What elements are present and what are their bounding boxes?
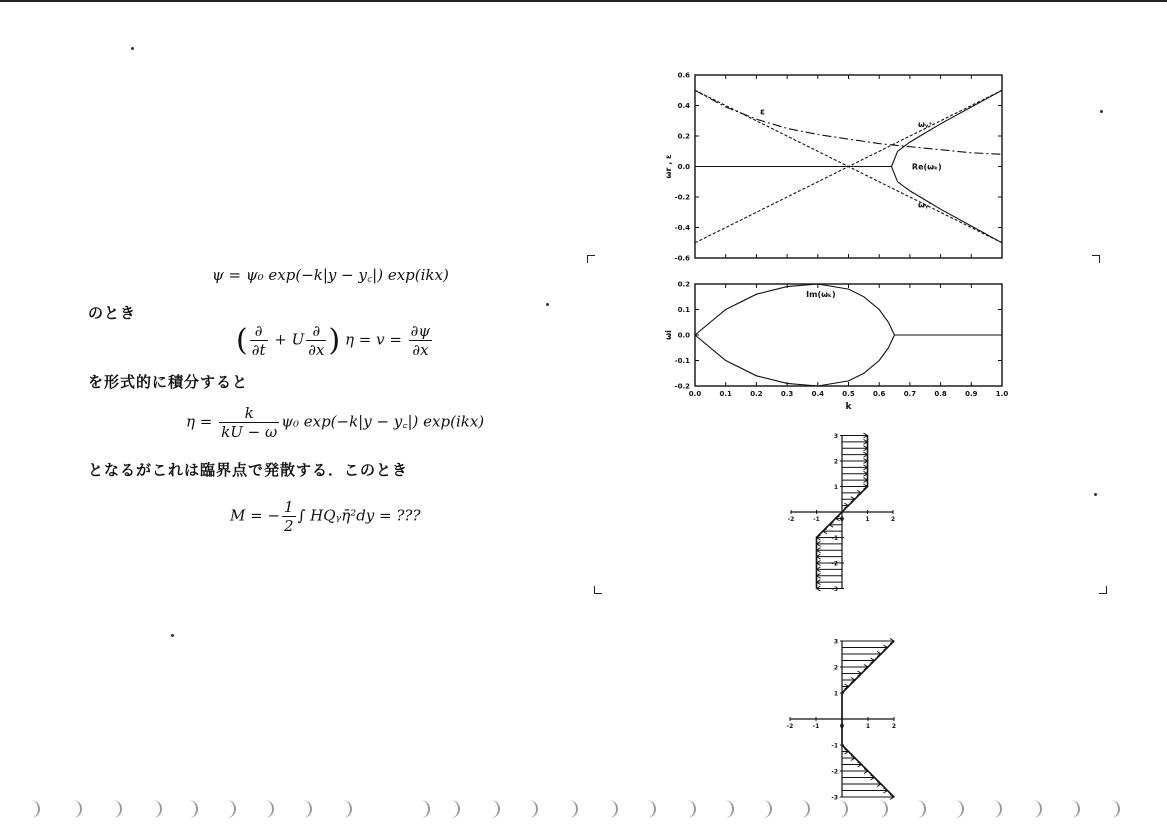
chart1-ytick-label: 0.2 (677, 280, 690, 289)
chart1-ytick-label: 0.1 (677, 306, 690, 314)
chart0-annotation-epsilon: ε (760, 107, 766, 118)
frac-num: ∂ (306, 322, 326, 341)
chart1-xtick-label: 0.5 (842, 390, 855, 398)
chart0-series-line (892, 90, 1003, 166)
chart0-ytick-label: -0.6 (674, 254, 690, 263)
frac-den: kU − ω (221, 423, 278, 441)
chart3-xtick-label: 0 (839, 723, 845, 730)
chart2-xtick-label: -1 (813, 516, 820, 523)
binding-ring (28, 800, 40, 818)
frac-num: ∂ψ (410, 322, 431, 340)
chart1-xtick-label: 0.7 (903, 390, 917, 398)
binding-rings (28, 798, 1148, 824)
chart1-xtick-label: 0.4 (811, 390, 825, 398)
chart3-ytick-label: 1 (833, 690, 838, 698)
chart1-annotation-im-omega: Im(ωₖ) (806, 289, 836, 299)
chart3-xtick-label: 1 (865, 723, 871, 730)
binding-ring (300, 800, 312, 818)
binding-ring (606, 800, 618, 818)
chart2-xtick-label: 1 (865, 516, 870, 523)
chart1-xtick-label: 0.9 (965, 390, 978, 398)
binding-ring (876, 800, 888, 818)
frac-num: 1 (284, 498, 294, 516)
chart0-series-line (892, 167, 1003, 243)
equation-advection: ( $\frac{\partial}{\partial t}$ + U $\frac{\partial}{\partial x}$ ) η = v = $\frac{\partial\psi}{\partial x}$ (236, 322, 431, 359)
chart0-annotation-re-omega: Re(ωₖ) (911, 162, 942, 172)
chart1-xtick-label: 0.8 (934, 390, 947, 398)
frac-num: k (219, 404, 279, 423)
chart3-ytick-label: -1 (831, 742, 838, 750)
binding-ring (952, 800, 964, 818)
binding-ring (722, 800, 734, 818)
binding-ring (526, 800, 538, 818)
equation-advection-mid: η = v = (344, 330, 402, 349)
frac-den: 2 (284, 517, 294, 535)
chart0-ytick-label: 0.0 (677, 163, 690, 171)
chart0-ytick-label: 0.6 (677, 71, 690, 80)
binding-ring (760, 800, 772, 818)
binding-ring (418, 800, 430, 818)
binding-ring (488, 800, 500, 818)
binding-ring (224, 800, 236, 818)
chart1-xtick-label: 0.2 (750, 390, 763, 398)
chart2-ytick-label: 1 (833, 484, 838, 491)
paragraph-notoki: のとき (88, 304, 137, 322)
paragraph-integrate: を形式的に積分すると (88, 373, 249, 391)
chart1-ytick-label: 0.0 (677, 331, 690, 340)
binding-ring (110, 800, 122, 818)
binding-ring (990, 800, 1002, 818)
chart2-ytick-label: 3 (833, 433, 838, 440)
binding-ring (684, 800, 696, 818)
equation-momentum-lhs: M = − (230, 506, 281, 525)
chart3-xtick-label: -1 (812, 723, 820, 730)
chart1-xtick-label: 0.0 (688, 390, 702, 398)
binding-ring (150, 800, 162, 818)
chart1-series-line (695, 284, 895, 335)
chart2-ytick-label: -2 (831, 560, 838, 568)
chart0-ytick-label: 0.4 (677, 102, 690, 110)
binding-ring (1068, 800, 1080, 818)
binding-ring (262, 800, 274, 818)
chart2-xtick-label: 2 (890, 516, 896, 523)
chart0-ylabel: ωr , ε (664, 154, 673, 179)
chart1-xtick-label: 0.1 (719, 390, 732, 398)
chart3-ytick-label: 3 (833, 638, 838, 646)
chart2-xtick-label: -2 (787, 516, 795, 523)
chart3-ytick-label: -2 (831, 768, 838, 776)
chart1-ytick-label: -0.1 (674, 357, 690, 365)
frac-num: ∂ (250, 322, 268, 341)
binding-ring (340, 800, 352, 818)
binding-ring (70, 800, 82, 818)
chart0-annotation-omega-plus: ωᵧ⁺ (917, 119, 933, 129)
chart1-ytick-label: -0.2 (674, 382, 690, 391)
chart3-xtick-label: -2 (786, 723, 794, 730)
chart3-ytick-label: -3 (831, 794, 838, 802)
left-paren: ( (236, 323, 248, 358)
binding-ring (566, 800, 578, 818)
chart3-ytick-label: 2 (833, 664, 838, 672)
equation-psi: ψ = ψ₀ exp(−k|y − y꜀|) exp(ikx) (212, 266, 449, 284)
chart1-xtick-label: 1.0 (995, 390, 1009, 398)
equation-eta-lhs: η = (186, 412, 213, 431)
binding-ring (1030, 800, 1042, 818)
paragraph-diverge: となるがこれは臨界点で発散する．このとき (88, 461, 409, 479)
binding-ring (186, 800, 198, 818)
chart2-ytick-label: -1 (831, 535, 838, 542)
chart0-ytick-label: -0.2 (674, 193, 690, 202)
chart0-ytick-label: -0.4 (674, 224, 690, 232)
chart1-xlabel: k (845, 402, 852, 412)
chart0-series-line (695, 90, 1002, 154)
chart1-ylabel: ωi (664, 330, 673, 340)
chart0-ytick-label: 0.2 (677, 132, 690, 141)
right-paren: ) (328, 323, 341, 358)
chart0-annotation-omega-minus: ωᵧ⁻ (917, 200, 933, 210)
chart1-xtick-label: 0.6 (872, 390, 886, 398)
frac-den: ∂x (412, 341, 429, 359)
equation-eta-rhs: ψ₀ exp(−k|y − y꜀|) exp(ikx) (281, 412, 485, 431)
frac-den: ∂t (251, 341, 266, 359)
chart1-series-line (695, 335, 895, 386)
chart2-ytick-label: 2 (833, 458, 838, 466)
frac-den: ∂x (308, 341, 325, 359)
binding-ring (448, 800, 460, 818)
chart2-xtick-label: 0 (839, 516, 845, 523)
binding-ring (836, 800, 848, 818)
chart3-xtick-label: 2 (891, 723, 897, 730)
binding-ring (1108, 800, 1120, 818)
chart2-ytick-label: -3 (831, 586, 838, 593)
binding-ring (644, 800, 656, 818)
chart1-xtick-label: 0.3 (780, 390, 794, 398)
binding-ring (798, 800, 810, 818)
equation-momentum-rhs: ∫ HQᵧη̄²dy = ??? (297, 506, 421, 525)
binding-ring (914, 800, 926, 818)
